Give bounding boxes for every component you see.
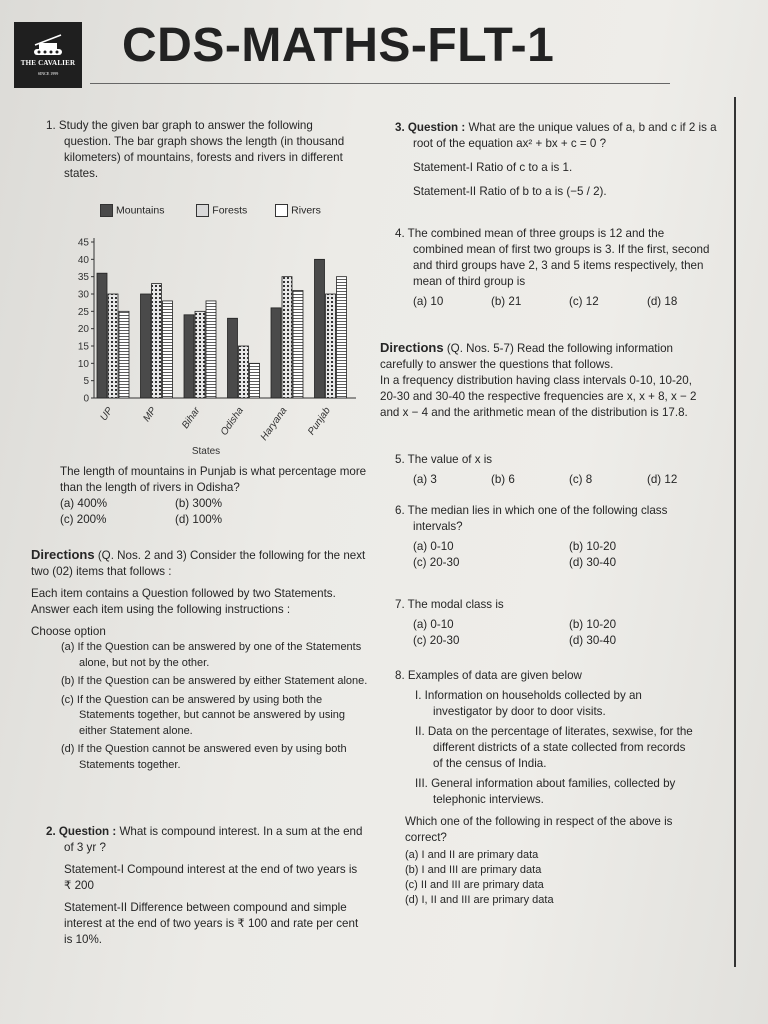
q8-option-d[interactable]: (d) I, II and III are primary data xyxy=(405,894,554,906)
directions-5-7 xyxy=(380,340,725,421)
rule-c: (c) If the Question can be answered by using both the xyxy=(61,693,323,706)
q1-option-a[interactable]: (a) 400% xyxy=(60,497,108,510)
tank-icon xyxy=(31,32,65,60)
q8-question: 8. Examples of data are given below xyxy=(395,669,582,682)
bar-rivers-up xyxy=(119,311,129,398)
bar-rivers-mp xyxy=(163,301,173,398)
y-tick-label: 0 xyxy=(83,393,89,405)
q7-option-a[interactable]: (a) 0-10 xyxy=(413,618,454,631)
q8-item-2: of the census of India. xyxy=(433,757,547,770)
q8-option-b[interactable]: (b) I and III are primary data xyxy=(405,864,542,876)
bar-forests-odisha xyxy=(239,346,249,398)
q6-option-d[interactable]: (d) 30-40 xyxy=(569,556,617,569)
x-tick-label: UP xyxy=(98,405,116,424)
q2-statement-1: ₹ 200 xyxy=(64,879,94,892)
x-tick-label: MP xyxy=(141,405,159,425)
q8-question: Which one of the following in respect of the above is xyxy=(405,815,673,828)
q2 xyxy=(46,824,376,948)
choose-option-label: Choose option xyxy=(31,625,106,638)
q6-option-c[interactable]: (c) 20-30 xyxy=(413,556,460,569)
q1-question xyxy=(60,464,370,528)
q2-label: 2. Question : xyxy=(46,825,117,838)
y-tick-label: 45 xyxy=(77,237,89,249)
bar-forests-bihar xyxy=(195,311,205,398)
q6 xyxy=(395,503,725,571)
q1-line: 1. Study the given bar graph to answer the following xyxy=(46,119,313,132)
q8-item-1: investigator by door to door visits. xyxy=(433,705,606,718)
q8 xyxy=(395,668,725,908)
q3-statement-2: Statement-II Ratio of b to a is (−5 / 2). xyxy=(413,185,607,198)
logo-text: THE CAVALIER xyxy=(20,59,76,67)
y-tick-label: 20 xyxy=(77,324,89,336)
q4-option-d[interactable]: (d) 18 xyxy=(647,295,678,308)
q8-item-3: III. General information about families, collected by xyxy=(415,777,676,790)
q5-option-a[interactable]: (a) 3 xyxy=(413,473,437,486)
q1-option-b[interactable]: (b) 300% xyxy=(175,497,223,510)
directions-text: and x − 4 and the arithmetic mean of the distribution is 17.8. xyxy=(380,406,688,419)
q2-question: What is compound interest. In a sum at the end xyxy=(119,825,363,838)
q7-option-d[interactable]: (d) 30-40 xyxy=(569,634,617,647)
q8-option-c[interactable]: (c) II and III are primary data xyxy=(405,879,544,891)
y-tick-label: 30 xyxy=(77,289,89,301)
q2-statement-2: Statement-II Difference between compound and simple xyxy=(64,901,347,914)
q3 xyxy=(395,120,725,200)
q7-option-b[interactable]: (b) 10-20 xyxy=(569,618,617,631)
bar-mountains-punjab xyxy=(315,259,325,398)
q1-option-d[interactable]: (d) 100% xyxy=(175,513,223,526)
q5-question: 5. The value of x is xyxy=(395,453,493,466)
directions-text: carefully to answer the questions that follows. xyxy=(380,358,614,371)
q1-line: kilometers) of mountains, forests and rivers in different xyxy=(64,151,343,164)
q4-line: combined mean of first two groups is 3. If the first, second xyxy=(413,243,710,256)
q1-question-line: The length of mountains in Punjab is what percentage more xyxy=(60,465,367,478)
q1-option-c[interactable]: (c) 200% xyxy=(60,513,107,526)
q3-label: 3. Question : xyxy=(395,121,466,134)
x-tick-label: Punjab xyxy=(306,405,333,438)
q6-option-a[interactable]: (a) 0-10 xyxy=(413,540,454,553)
rule-d: (d) If the Question cannot be answered even by using both xyxy=(61,743,347,755)
y-tick-label: 25 xyxy=(77,306,89,318)
q8-option-a[interactable]: (a) I and II are primary data xyxy=(405,849,539,861)
directions-heading: Directions xyxy=(380,340,444,355)
bar-rivers-punjab xyxy=(337,277,347,398)
q3-question: root of the equation ax² + bx + c = 0 ? xyxy=(413,137,607,150)
rule-b: (b) If the Question can be answered by either Statement alone. xyxy=(61,675,368,687)
q2-statement-2: interest at the end of two years is ₹ 100 and rate per cent xyxy=(64,917,359,930)
y-tick-label: 15 xyxy=(77,341,89,353)
q8-item-3: telephonic interviews. xyxy=(433,793,544,806)
q5-option-b[interactable]: (b) 6 xyxy=(491,473,515,486)
q5-option-c[interactable]: (c) 8 xyxy=(569,473,593,486)
bar-forests-punjab xyxy=(326,294,336,398)
y-tick-label: 35 xyxy=(77,272,89,284)
bar-forests-mp xyxy=(152,284,162,398)
bar-mountains-mp xyxy=(141,294,151,398)
q7-question: 7. The modal class is xyxy=(395,598,504,611)
directions-text: two (02) items that follows : xyxy=(31,565,172,578)
y-tick-label: 5 xyxy=(83,376,89,388)
q6-question: 6. The median lies in which one of the following class xyxy=(395,504,668,517)
bar-forests-up xyxy=(108,294,118,398)
q3-statement-1: Statement-I Ratio of c to a is 1. xyxy=(413,161,573,174)
bar-mountains-odisha xyxy=(228,318,238,398)
rule-d: Statements together. xyxy=(79,758,181,771)
q1-line: states. xyxy=(64,167,99,180)
q5-option-d[interactable]: (d) 12 xyxy=(647,473,678,486)
q2-statement-1: Statement-I Compound interest at the end of two years is xyxy=(64,863,358,876)
x-tick-label: Haryana xyxy=(258,405,290,443)
bar-mountains-bihar xyxy=(184,315,194,398)
legend-label: Forests xyxy=(212,204,248,217)
bar-forests-haryana xyxy=(282,277,292,398)
directions-2-3 xyxy=(31,547,371,773)
q4-line: and third groups have 2, 3 and 5 items respectively, then xyxy=(413,259,704,272)
q8-item-2: different districts of a state collected from records xyxy=(433,741,686,754)
y-tick-label: 40 xyxy=(77,254,89,266)
bar-mountains-haryana xyxy=(271,308,281,398)
q2-statement-2: is 10%. xyxy=(64,933,103,946)
page-edge-line xyxy=(734,97,736,967)
q4-option-b[interactable]: (b) 21 xyxy=(491,295,522,308)
q3-question: What are the unique values of a, b and c if 2 is a xyxy=(468,121,717,134)
rule-a: (a) If the Question can be answered by one of the Statements xyxy=(61,641,362,653)
directions-text: (Q. Nos. 5-7) Read the following information xyxy=(446,342,673,355)
q5 xyxy=(395,452,725,488)
q7 xyxy=(395,597,725,649)
directions-text: In a frequency distribution having class intervals 0-10, 10-20, xyxy=(380,374,692,387)
x-tick-label: Odisha xyxy=(218,405,246,438)
logo-since: SINCE 1999 xyxy=(37,71,59,76)
header-divider xyxy=(90,83,670,84)
q2-question: of 3 yr ? xyxy=(64,841,106,854)
q8-item-1: I. Information on households collected by an xyxy=(415,689,642,702)
directions-text: 20-30 and 30-40 the respective frequencies are x, x + 8, x − 2 xyxy=(380,390,697,403)
q8-item-2: II. Data on the percentage of literates, sexwise, for the xyxy=(415,725,693,738)
q1-line: question. The bar graph shows the length (in thousand xyxy=(64,135,345,148)
x-axis-label: States xyxy=(191,446,221,457)
q1-intro xyxy=(46,118,366,182)
bar-chart xyxy=(66,200,366,462)
rule-c: either Statement alone. xyxy=(79,724,193,737)
bar-rivers-bihar xyxy=(206,301,216,398)
q4-option-a[interactable]: (a) 10 xyxy=(413,295,444,308)
bar-mountains-up xyxy=(97,273,107,398)
q1-question-line: than the length of rivers in Odisha? xyxy=(60,481,240,494)
q6-question: intervals? xyxy=(413,520,463,533)
directions-text: (Q. Nos. 2 and 3) Consider the following for the next xyxy=(97,549,366,562)
q4-line: 4. The combined mean of three groups is 12 and the xyxy=(395,227,665,240)
legend-label: Mountains xyxy=(116,204,165,217)
instructions-text: Answer each item using the following instructions : xyxy=(31,603,291,616)
page-title: CDS-MATHS-FLT-1 xyxy=(122,19,555,72)
q4-option-c[interactable]: (c) 12 xyxy=(569,295,599,308)
q6-option-b[interactable]: (b) 10-20 xyxy=(569,540,617,553)
legend-label: Rivers xyxy=(291,204,321,217)
bar-rivers-haryana xyxy=(293,291,303,398)
q7-option-c[interactable]: (c) 20-30 xyxy=(413,634,460,647)
q4-line: mean of third group is xyxy=(413,275,526,288)
x-tick-label: Bihar xyxy=(180,405,203,431)
y-tick-label: 10 xyxy=(77,358,89,370)
q8-question: correct? xyxy=(405,831,447,844)
rule-a: alone, but not by the other. xyxy=(79,656,210,669)
directions-heading: Directions xyxy=(31,547,95,562)
instructions-text: Each item contains a Question followed by two Statements. xyxy=(31,587,336,600)
rule-c: Statements together, but cannot be answered by using xyxy=(79,709,346,721)
cavalier-logo xyxy=(14,22,82,88)
q4 xyxy=(395,226,725,310)
bar-rivers-odisha xyxy=(250,363,260,398)
